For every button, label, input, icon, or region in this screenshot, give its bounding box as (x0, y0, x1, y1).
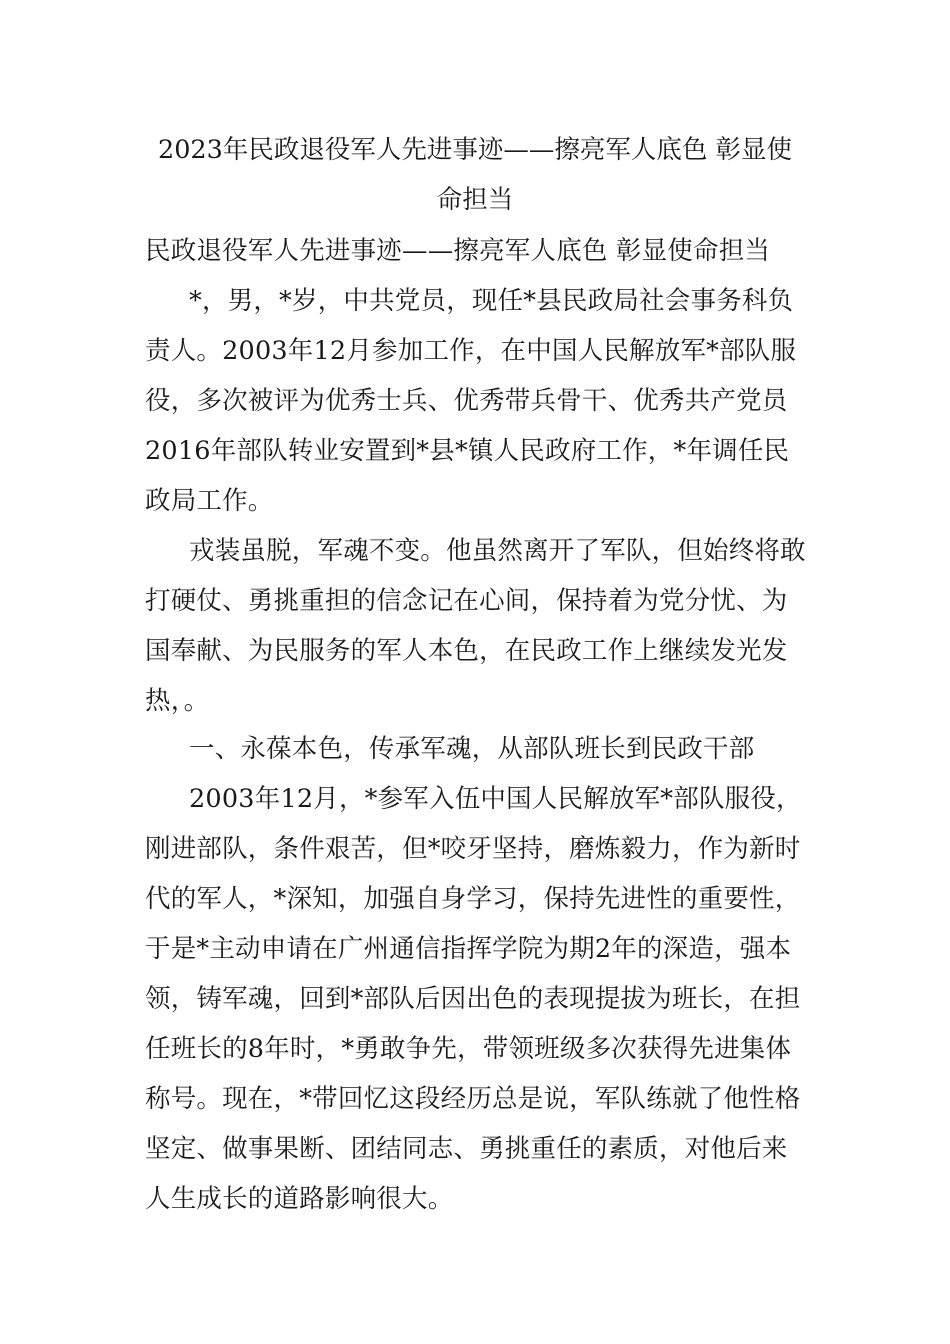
paragraph-line: *，男，*岁，中共党员，现任*县民政局社会事务科负 (189, 286, 794, 316)
paragraph-line: 代的军人，*深知，加强自身学习，保持先进性的重要性， (145, 884, 801, 914)
paragraph-line: 戎装虽脱，军魂不变。他虽然离开了军队，但始终将敢 (189, 536, 806, 566)
paragraph-line: 人生成长的道路影响很大。 (145, 1184, 454, 1214)
paragraph-line: 责人。2003年12月参加工作，在中国人民解放军*部队服 (145, 336, 797, 366)
paragraph-line: 2016年部队转业安置到*县*镇人民政府工作，*年调任民 (145, 436, 790, 466)
paragraph-line: 热，。 (145, 686, 210, 716)
paragraph-line: 称号。现在，*带回忆这段经历总是说，军队练就了他性格 (145, 1084, 801, 1114)
paragraph-line: 任班长的8年时，*勇敢争先，带领班级多次获得先进集体 (145, 1034, 792, 1064)
paragraph-line: 刚进部队，条件艰苦，但*咬牙坚持，磨炼毅力，作为新时 (145, 834, 801, 864)
document-title-line-1: 2023年民政退役军人先进事迹——擦亮军人底色 彰显使 (157, 135, 792, 165)
paragraph-line: 2003年12月，*参军入伍中国人民解放军*部队服役， (189, 784, 802, 814)
document-subtitle: 民政退役军人先进事迹——擦亮军人底色 彰显使命担当 (145, 236, 771, 266)
section-heading: 一、永葆本色，传承军魂，从部队班长到民政干部 (189, 734, 755, 764)
paragraph-line: 役，多次被评为优秀士兵、优秀带兵骨干、优秀共产党员 (145, 386, 788, 416)
document-title-line-2: 命担当 (436, 185, 514, 215)
paragraph-line: 打硬仗、勇挑重担的信念记在心间，保持着为党分忧、为 (145, 586, 788, 616)
paragraph-line: 领，铸军魂，回到*部队后因出色的表现提拔为班长，在担 (145, 984, 801, 1014)
paragraph-line: 政局工作。 (145, 486, 274, 516)
paragraph-line: 坚定、做事果断、团结同志、勇挑重任的素质，对他后来 (145, 1134, 788, 1164)
paragraph-line: 于是*主动申请在广州通信指挥学院为期2年的深造，强本 (145, 934, 792, 964)
paragraph-line: 国奉献、为民服务的军人本色，在民政工作上继续发光发 (145, 636, 788, 666)
